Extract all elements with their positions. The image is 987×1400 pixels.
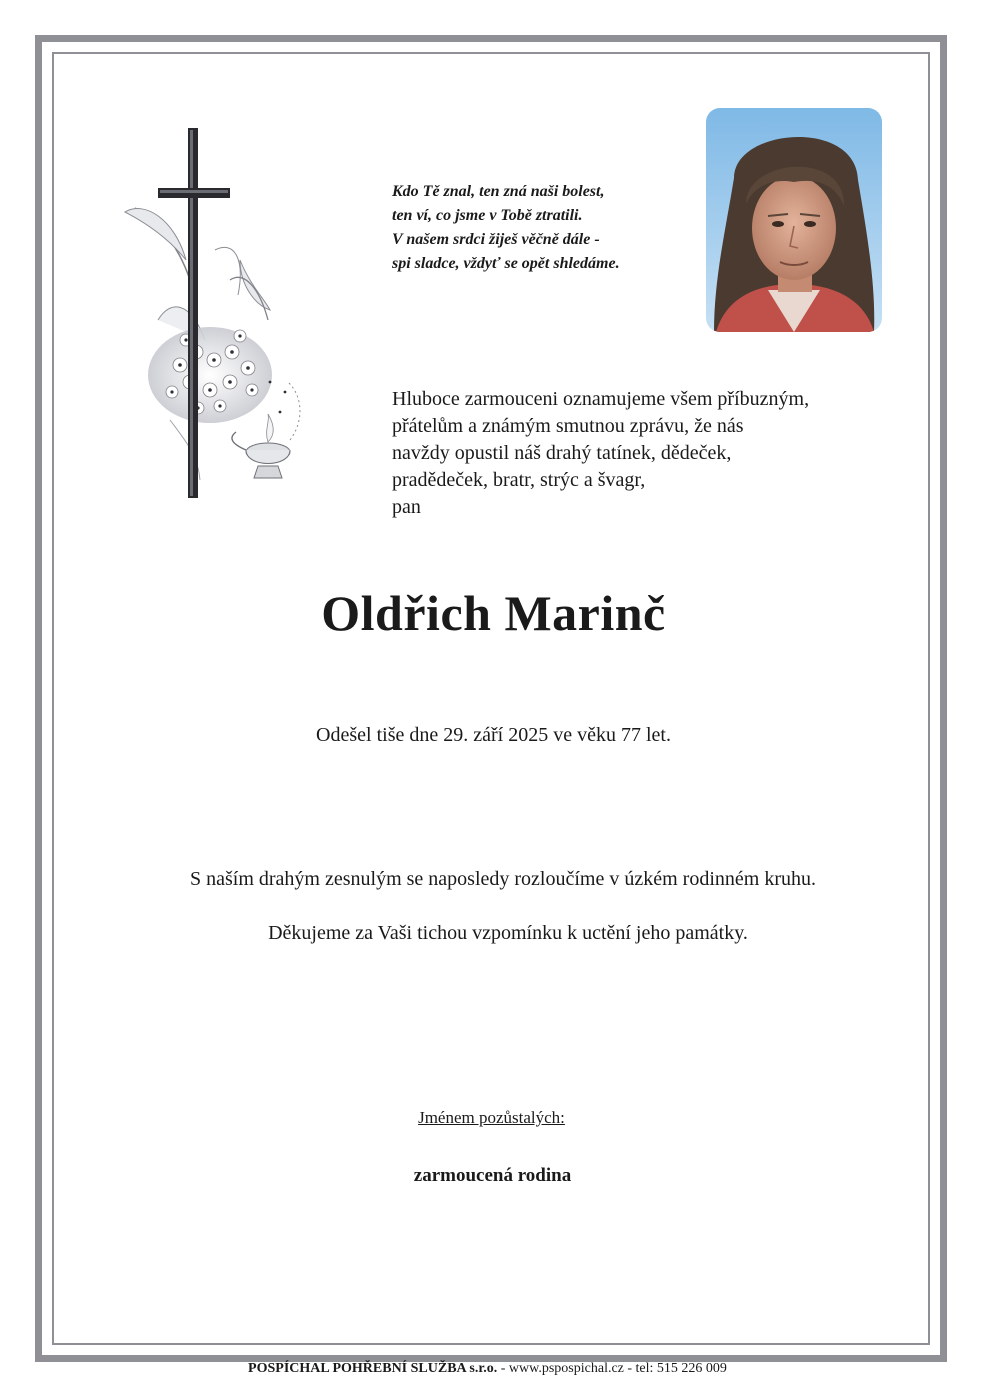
poem [392,180,692,276]
death-notice: Odešel tiše dne 29. září 2025 ve věku 77 let. [316,724,671,746]
portrait-photo [706,108,882,332]
footer [0,1361,975,1377]
signature-name: zarmoucená rodina [413,1165,572,1186]
thanks-text: Děkujeme za Vaši tichou vzpomínku k uctění jeho památky. [268,922,748,944]
farewell-text: S naším drahým zesnulým se naposledy rozloučíme v úzkém rodinném kruhu. [190,868,816,890]
deceased-name: Oldřich Marinč [321,585,666,641]
announcement-line: přátelům a známým smutnou zprávu, že nás [392,415,744,437]
footer-website: - www.pspospichal.cz - [497,1361,636,1376]
footer-phone: tel: 515 226 009 [635,1361,727,1376]
announcement-text [392,386,902,521]
announcement-line: Hluboce zarmouceni oznamujeme všem příbuzným, [392,388,810,410]
poem-line: ten ví, co jsme v Tobě ztratili. [392,207,583,224]
announcement-line: navždy opustil náš drahý tatínek, dědeček, [392,442,732,464]
footer-company: POSPÍCHAL POHŘEBNÍ SLUŽBA s.r.o. [248,1361,498,1376]
poem-line: Kdo Tě znal, ten zná naši bolest, [392,183,605,200]
announcement-line: pan [392,496,421,518]
poem-line: spi sladce, vždyť se opět shledáme. [392,255,620,272]
poem-line: V našem srdci žiješ věčně dále - [392,231,600,248]
cross-with-lilies-icon [120,120,320,510]
announcement-line: pradědeček, bratr, strýc a švagr, [392,469,646,491]
signature-label: Jménem pozůstalých: [418,1108,565,1127]
